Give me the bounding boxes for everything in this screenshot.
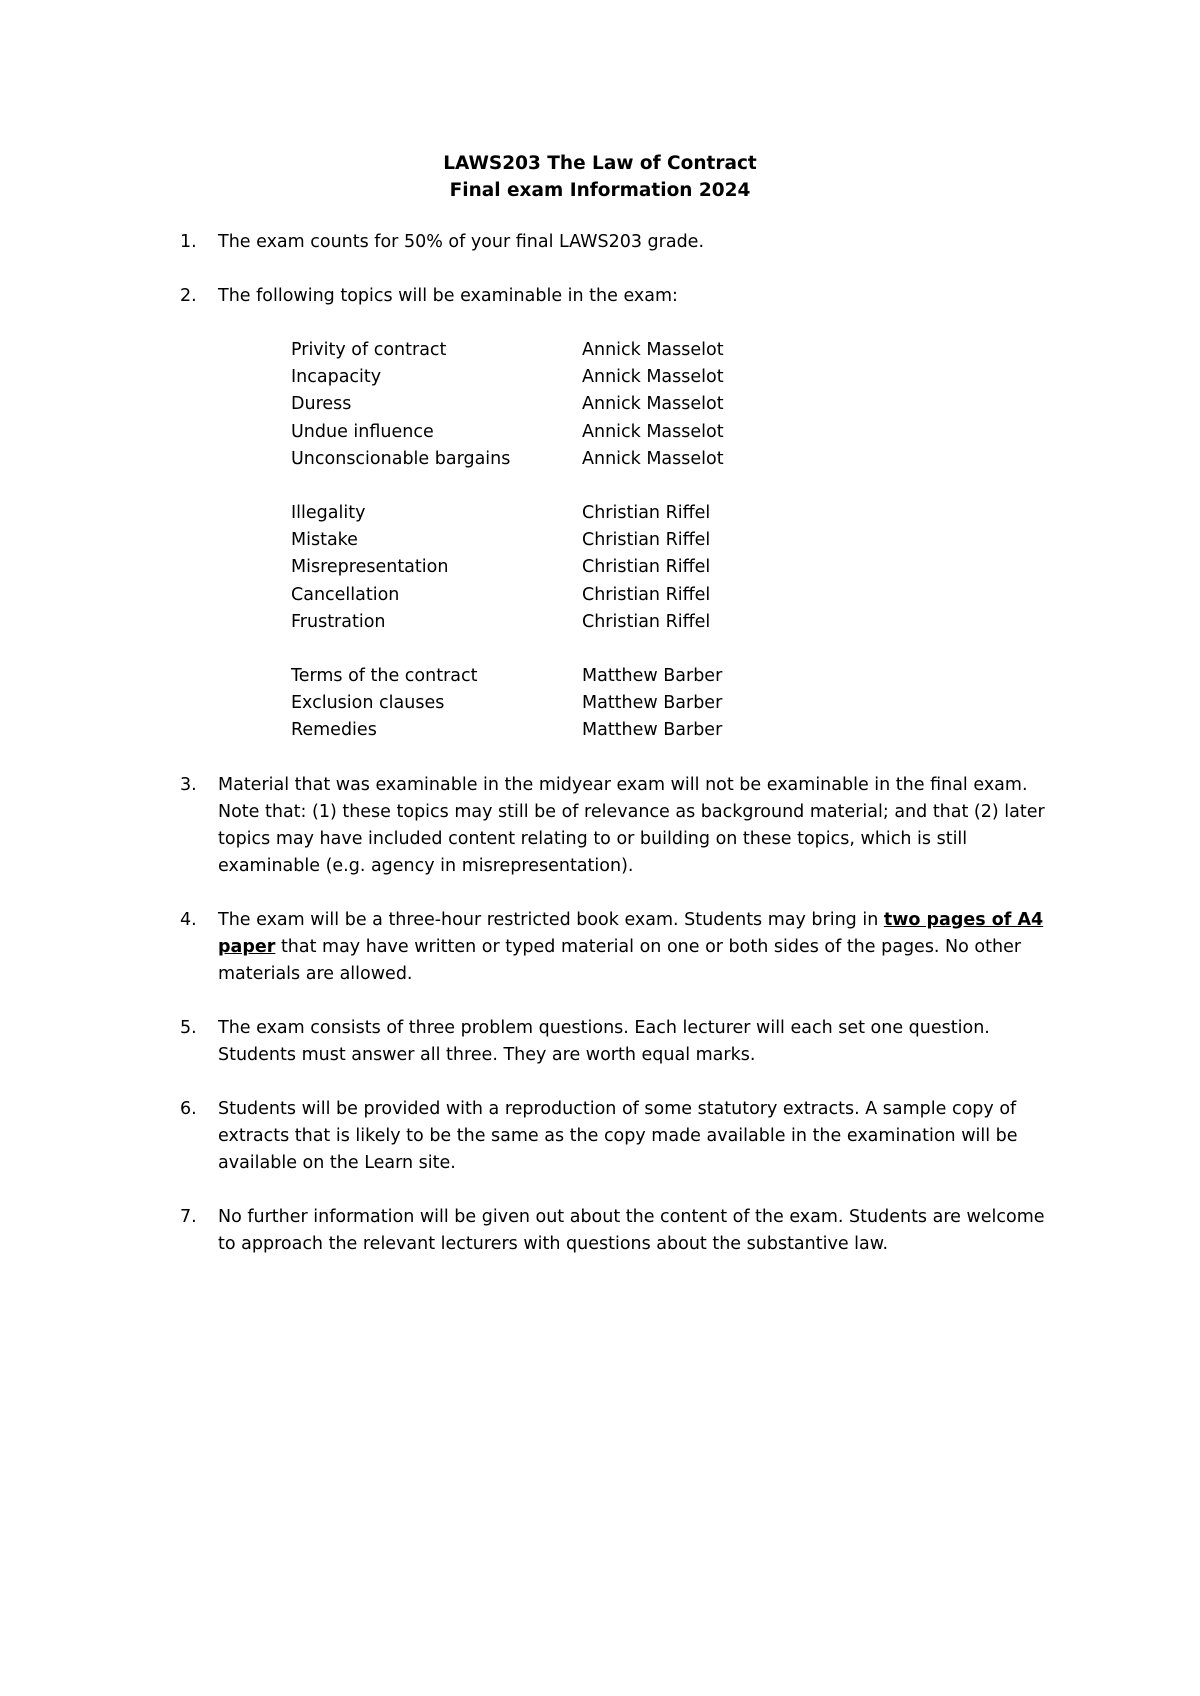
list-item <box>0 1096 1200 1177</box>
topic-name: Cancellation <box>291 584 400 605</box>
topic-name: Misrepresentation <box>291 557 449 578</box>
topic-name: Frustration <box>291 611 386 632</box>
table-row <box>291 690 1200 717</box>
topic-name: Terms of the contract <box>291 666 478 687</box>
item-number: 2. <box>180 286 197 306</box>
topic-lecturer: Annick Masselot <box>582 421 724 442</box>
topic-lecturer: Christian Riffel <box>582 530 711 551</box>
topics-table <box>291 337 1200 745</box>
topic-lecturer: Annick Masselot <box>582 448 724 469</box>
item-text: The exam consists of three problem questions. Each lecturer will each set one question. Students must answer all three. They are worth equal marks. <box>218 1017 990 1065</box>
topic-lecturer: Matthew Barber <box>582 693 723 714</box>
list-item <box>0 1204 1200 1258</box>
table-row <box>291 500 1200 527</box>
table-row <box>291 582 1200 609</box>
table-row <box>291 717 1200 744</box>
list-item <box>0 229 1200 256</box>
topic-name: Illegality <box>291 503 366 524</box>
table-row <box>291 391 1200 418</box>
table-row <box>291 419 1200 446</box>
item-text-before: The exam will be a three-hour restricted book exam. Students may bring in <box>218 909 884 930</box>
list-item <box>0 772 1200 880</box>
topic-group-riffel <box>291 500 1200 636</box>
topic-name: Privity of contract <box>291 340 447 360</box>
topic-lecturer: Christian Riffel <box>582 503 711 524</box>
table-row <box>291 663 1200 690</box>
item-text-after: that may have written or typed material on one or both sides of the pages. No other materials are allowed. <box>218 936 1022 984</box>
emphasis-text: two pages of A4 paper <box>218 909 1044 957</box>
item-text: The following topics will be examinable in the exam: <box>218 286 678 306</box>
table-row <box>291 446 1200 473</box>
topic-lecturer: Christian Riffel <box>582 584 711 605</box>
topic-lecturer: Matthew Barber <box>582 720 723 741</box>
topic-name: Duress <box>291 394 352 415</box>
item-text: The exam counts for 50% of your final LAWS203 grade. <box>218 232 705 252</box>
list-item <box>0 907 1200 988</box>
list-item <box>0 1015 1200 1069</box>
numbered-list <box>0 229 1200 1258</box>
list-item <box>0 283 1200 310</box>
topic-lecturer: Christian Riffel <box>582 611 711 632</box>
topic-name: Undue influence <box>291 421 434 442</box>
item-text <box>218 907 1058 988</box>
table-row <box>291 554 1200 581</box>
table-row <box>291 527 1200 554</box>
document-title <box>0 150 1200 204</box>
item-number: 6. <box>180 1098 197 1119</box>
item-number: 1. <box>180 232 197 252</box>
topic-name: Mistake <box>291 530 358 551</box>
title-line-2: Final exam Information 2024 <box>449 180 751 201</box>
topic-name: Remedies <box>291 720 377 741</box>
topic-lecturer: Annick Masselot <box>582 394 724 415</box>
item-text: Students will be provided with a reproduction of some statutory extracts. A sample copy of extracts that is likely to be the same as the copy made available in the examination will be available on the Learn site. <box>218 1098 1018 1173</box>
item-number: 5. <box>180 1017 197 1038</box>
topic-lecturer: Christian Riffel <box>582 557 711 578</box>
item-text: No further information will be given out about the content of the exam. Students are welcome to approach the relevant lecturers with questions about the substantive law. <box>218 1206 1045 1254</box>
topic-lecturer: Annick Masselot <box>582 340 724 360</box>
table-row <box>291 364 1200 391</box>
topic-group-masselot <box>291 337 1200 473</box>
topic-lecturer: Matthew Barber <box>582 666 723 687</box>
item-number: 4. <box>180 909 197 930</box>
item-number: 3. <box>180 774 197 795</box>
item-number: 7. <box>180 1206 197 1227</box>
topic-name: Incapacity <box>291 367 382 388</box>
topic-name: Unconscionable bargains <box>291 448 511 469</box>
table-row <box>291 337 1200 364</box>
topic-lecturer: Annick Masselot <box>582 367 724 388</box>
topic-group-barber <box>291 663 1200 745</box>
title-line-1: LAWS203 The Law of Contract <box>443 153 757 174</box>
item-text: Material that was examinable in the midyear exam will not be examinable in the final exam. Note that: (1) these topics may still be of relevance as background material; and that (2) later topics may have included content relating to or building on these topics, which is still examinable (e.g. agency in misrepresentation). <box>218 774 1045 876</box>
topic-name: Exclusion clauses <box>291 693 445 714</box>
table-row <box>291 609 1200 636</box>
